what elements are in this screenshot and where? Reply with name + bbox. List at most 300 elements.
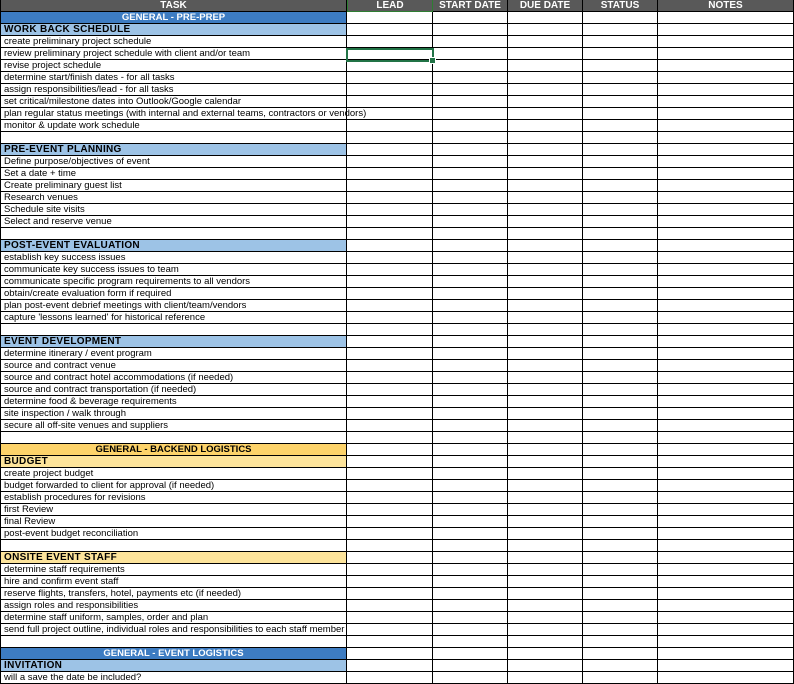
due-date-cell[interactable] — [508, 168, 583, 180]
due-date-cell[interactable] — [508, 276, 583, 288]
start-date-cell[interactable] — [433, 156, 508, 168]
notes-cell[interactable] — [658, 12, 794, 24]
notes-cell[interactable] — [658, 360, 794, 372]
due-date-cell[interactable] — [508, 672, 583, 684]
status-cell[interactable] — [583, 516, 658, 528]
due-date-cell[interactable] — [508, 636, 583, 648]
column-header-status[interactable]: STATUS — [583, 0, 658, 12]
due-date-cell[interactable] — [508, 624, 583, 636]
start-date-cell[interactable] — [433, 564, 508, 576]
task-cell[interactable]: communicate key success issues to team — [0, 264, 347, 276]
status-cell[interactable] — [583, 300, 658, 312]
due-date-cell[interactable] — [508, 660, 583, 672]
notes-cell[interactable] — [658, 60, 794, 72]
notes-cell[interactable] — [658, 180, 794, 192]
lead-cell[interactable] — [347, 396, 433, 408]
start-date-cell[interactable] — [433, 660, 508, 672]
task-cell[interactable]: Research venues — [0, 192, 347, 204]
lead-cell[interactable] — [347, 492, 433, 504]
notes-cell[interactable] — [658, 444, 794, 456]
notes-cell[interactable] — [658, 468, 794, 480]
task-cell[interactable]: GENERAL - EVENT LOGISTICS — [0, 648, 347, 660]
notes-cell[interactable] — [658, 516, 794, 528]
due-date-cell[interactable] — [508, 60, 583, 72]
status-cell[interactable] — [583, 264, 658, 276]
status-cell[interactable] — [583, 672, 658, 684]
status-cell[interactable] — [583, 660, 658, 672]
lead-cell[interactable] — [347, 480, 433, 492]
task-cell[interactable]: assign responsibilities/lead - for all tasks — [0, 84, 347, 96]
task-cell[interactable]: WORK BACK SCHEDULE — [0, 24, 347, 36]
task-cell[interactable]: post-event budget reconciliation — [0, 528, 347, 540]
due-date-cell[interactable] — [508, 612, 583, 624]
task-cell[interactable]: Set a date + time — [0, 168, 347, 180]
start-date-cell[interactable] — [433, 588, 508, 600]
status-cell[interactable] — [583, 336, 658, 348]
status-cell[interactable] — [583, 552, 658, 564]
due-date-cell[interactable] — [508, 264, 583, 276]
lead-cell[interactable] — [347, 456, 433, 468]
due-date-cell[interactable] — [508, 252, 583, 264]
notes-cell[interactable] — [658, 576, 794, 588]
task-cell[interactable] — [0, 540, 347, 552]
lead-cell[interactable] — [347, 552, 433, 564]
due-date-cell[interactable] — [508, 372, 583, 384]
notes-cell[interactable] — [658, 264, 794, 276]
start-date-cell[interactable] — [433, 132, 508, 144]
lead-cell[interactable] — [347, 204, 433, 216]
task-cell[interactable]: EVENT DEVELOPMENT — [0, 336, 347, 348]
due-date-cell[interactable] — [508, 228, 583, 240]
lead-cell[interactable] — [347, 120, 433, 132]
due-date-cell[interactable] — [508, 312, 583, 324]
lead-cell[interactable] — [347, 168, 433, 180]
lead-cell[interactable] — [347, 432, 433, 444]
due-date-cell[interactable] — [508, 132, 583, 144]
due-date-cell[interactable] — [508, 600, 583, 612]
task-cell[interactable]: Define purpose/objectives of event — [0, 156, 347, 168]
status-cell[interactable] — [583, 72, 658, 84]
due-date-cell[interactable] — [508, 72, 583, 84]
notes-cell[interactable] — [658, 312, 794, 324]
notes-cell[interactable] — [658, 348, 794, 360]
start-date-cell[interactable] — [433, 432, 508, 444]
lead-cell[interactable] — [347, 504, 433, 516]
notes-cell[interactable] — [658, 600, 794, 612]
status-cell[interactable] — [583, 468, 658, 480]
lead-cell[interactable] — [347, 228, 433, 240]
start-date-cell[interactable] — [433, 540, 508, 552]
task-cell[interactable]: set critical/milestone dates into Outlook/Google calendar — [0, 96, 347, 108]
status-cell[interactable] — [583, 48, 658, 60]
lead-cell[interactable] — [347, 516, 433, 528]
status-cell[interactable] — [583, 84, 658, 96]
due-date-cell[interactable] — [508, 504, 583, 516]
start-date-cell[interactable] — [433, 624, 508, 636]
due-date-cell[interactable] — [508, 588, 583, 600]
task-cell[interactable]: send full project outline, individual roles and responsibilities to each staff member — [0, 624, 347, 636]
due-date-cell[interactable] — [508, 84, 583, 96]
status-cell[interactable] — [583, 252, 658, 264]
due-date-cell[interactable] — [508, 12, 583, 24]
start-date-cell[interactable] — [433, 84, 508, 96]
notes-cell[interactable] — [658, 372, 794, 384]
task-cell[interactable]: first Review — [0, 504, 347, 516]
start-date-cell[interactable] — [433, 672, 508, 684]
status-cell[interactable] — [583, 576, 658, 588]
notes-cell[interactable] — [658, 552, 794, 564]
due-date-cell[interactable] — [508, 360, 583, 372]
task-cell[interactable]: budget forwarded to client for approval (if needed) — [0, 480, 347, 492]
status-cell[interactable] — [583, 348, 658, 360]
task-cell[interactable]: INVITATION — [0, 660, 347, 672]
column-header-task[interactable]: TASK — [0, 0, 347, 12]
status-cell[interactable] — [583, 96, 658, 108]
task-cell[interactable]: GENERAL - BACKEND LOGISTICS — [0, 444, 347, 456]
due-date-cell[interactable] — [508, 144, 583, 156]
task-cell[interactable]: determine staff uniform, samples, order and plan — [0, 612, 347, 624]
due-date-cell[interactable] — [508, 120, 583, 132]
start-date-cell[interactable] — [433, 480, 508, 492]
notes-cell[interactable] — [658, 648, 794, 660]
notes-cell[interactable] — [658, 120, 794, 132]
lead-cell[interactable] — [347, 348, 433, 360]
lead-cell[interactable] — [347, 672, 433, 684]
start-date-cell[interactable] — [433, 228, 508, 240]
notes-cell[interactable] — [658, 504, 794, 516]
status-cell[interactable] — [583, 444, 658, 456]
notes-cell[interactable] — [658, 384, 794, 396]
notes-cell[interactable] — [658, 456, 794, 468]
due-date-cell[interactable] — [508, 552, 583, 564]
task-cell[interactable]: Create preliminary guest list — [0, 180, 347, 192]
start-date-cell[interactable] — [433, 492, 508, 504]
task-cell[interactable]: Schedule site visits — [0, 204, 347, 216]
task-cell[interactable]: source and contract hotel accommodations (if needed) — [0, 372, 347, 384]
due-date-cell[interactable] — [508, 300, 583, 312]
status-cell[interactable] — [583, 60, 658, 72]
task-cell[interactable]: establish procedures for revisions — [0, 492, 347, 504]
due-date-cell[interactable] — [508, 324, 583, 336]
task-cell[interactable]: POST-EVENT EVALUATION — [0, 240, 347, 252]
due-date-cell[interactable] — [508, 444, 583, 456]
task-cell[interactable]: determine food & beverage requirements — [0, 396, 347, 408]
start-date-cell[interactable] — [433, 648, 508, 660]
status-cell[interactable] — [583, 588, 658, 600]
notes-cell[interactable] — [658, 588, 794, 600]
due-date-cell[interactable] — [508, 240, 583, 252]
status-cell[interactable] — [583, 12, 658, 24]
due-date-cell[interactable] — [508, 456, 583, 468]
start-date-cell[interactable] — [433, 636, 508, 648]
start-date-cell[interactable] — [433, 420, 508, 432]
status-cell[interactable] — [583, 168, 658, 180]
notes-cell[interactable] — [658, 156, 794, 168]
task-cell[interactable]: Select and reserve venue — [0, 216, 347, 228]
notes-cell[interactable] — [658, 168, 794, 180]
notes-cell[interactable] — [658, 396, 794, 408]
start-date-cell[interactable] — [433, 144, 508, 156]
task-cell[interactable]: will a save the date be included? — [0, 672, 347, 684]
status-cell[interactable] — [583, 156, 658, 168]
status-cell[interactable] — [583, 624, 658, 636]
task-cell[interactable]: determine itinerary / event program — [0, 348, 347, 360]
lead-cell[interactable] — [347, 564, 433, 576]
status-cell[interactable] — [583, 360, 658, 372]
task-cell[interactable]: obtain/create evaluation form if required — [0, 288, 347, 300]
status-cell[interactable] — [583, 132, 658, 144]
start-date-cell[interactable] — [433, 240, 508, 252]
start-date-cell[interactable] — [433, 312, 508, 324]
lead-cell[interactable] — [347, 384, 433, 396]
task-cell[interactable]: secure all off-site venues and suppliers — [0, 420, 347, 432]
lead-cell[interactable] — [347, 288, 433, 300]
lead-cell[interactable] — [347, 96, 433, 108]
status-cell[interactable] — [583, 648, 658, 660]
notes-cell[interactable] — [658, 276, 794, 288]
lead-cell[interactable] — [347, 216, 433, 228]
status-cell[interactable] — [583, 240, 658, 252]
status-cell[interactable] — [583, 228, 658, 240]
task-cell[interactable]: GENERAL - PRE-PREP — [0, 12, 347, 24]
column-header-due-date[interactable]: DUE DATE — [508, 0, 583, 12]
due-date-cell[interactable] — [508, 204, 583, 216]
lead-cell[interactable] — [347, 468, 433, 480]
task-cell[interactable]: create project budget — [0, 468, 347, 480]
notes-cell[interactable] — [658, 192, 794, 204]
status-cell[interactable] — [583, 324, 658, 336]
lead-cell[interactable] — [347, 132, 433, 144]
notes-cell[interactable] — [658, 216, 794, 228]
notes-cell[interactable] — [658, 144, 794, 156]
start-date-cell[interactable] — [433, 528, 508, 540]
lead-cell[interactable] — [347, 420, 433, 432]
status-cell[interactable] — [583, 372, 658, 384]
due-date-cell[interactable] — [508, 180, 583, 192]
start-date-cell[interactable] — [433, 60, 508, 72]
task-cell[interactable]: review preliminary project schedule with client and/or team — [0, 48, 347, 60]
lead-cell[interactable] — [347, 192, 433, 204]
lead-cell[interactable] — [347, 408, 433, 420]
notes-cell[interactable] — [658, 240, 794, 252]
lead-cell[interactable] — [347, 444, 433, 456]
notes-cell[interactable] — [658, 48, 794, 60]
start-date-cell[interactable] — [433, 216, 508, 228]
notes-cell[interactable] — [658, 408, 794, 420]
lead-cell[interactable] — [347, 144, 433, 156]
lead-cell[interactable] — [347, 576, 433, 588]
start-date-cell[interactable] — [433, 192, 508, 204]
start-date-cell[interactable] — [433, 372, 508, 384]
task-cell[interactable]: determine start/finish dates - for all tasks — [0, 72, 347, 84]
status-cell[interactable] — [583, 492, 658, 504]
lead-cell[interactable] — [347, 60, 433, 72]
status-cell[interactable] — [583, 120, 658, 132]
task-cell[interactable]: PRE-EVENT PLANNING — [0, 144, 347, 156]
lead-cell[interactable] — [347, 24, 433, 36]
start-date-cell[interactable] — [433, 36, 508, 48]
start-date-cell[interactable] — [433, 12, 508, 24]
task-cell[interactable]: BUDGET — [0, 456, 347, 468]
task-cell[interactable] — [0, 132, 347, 144]
lead-cell[interactable] — [347, 528, 433, 540]
notes-cell[interactable] — [658, 672, 794, 684]
due-date-cell[interactable] — [508, 480, 583, 492]
due-date-cell[interactable] — [508, 540, 583, 552]
lead-cell[interactable] — [347, 600, 433, 612]
task-cell[interactable]: source and contract transportation (if needed) — [0, 384, 347, 396]
start-date-cell[interactable] — [433, 384, 508, 396]
notes-cell[interactable] — [658, 336, 794, 348]
lead-cell[interactable] — [347, 240, 433, 252]
task-cell[interactable] — [0, 636, 347, 648]
lead-cell[interactable] — [347, 312, 433, 324]
status-cell[interactable] — [583, 36, 658, 48]
notes-cell[interactable] — [658, 24, 794, 36]
task-cell[interactable]: revise project schedule — [0, 60, 347, 72]
notes-cell[interactable] — [658, 288, 794, 300]
due-date-cell[interactable] — [508, 384, 583, 396]
task-cell[interactable]: site inspection / walk through — [0, 408, 347, 420]
status-cell[interactable] — [583, 420, 658, 432]
start-date-cell[interactable] — [433, 408, 508, 420]
status-cell[interactable] — [583, 108, 658, 120]
notes-cell[interactable] — [658, 480, 794, 492]
start-date-cell[interactable] — [433, 516, 508, 528]
start-date-cell[interactable] — [433, 504, 508, 516]
due-date-cell[interactable] — [508, 396, 583, 408]
task-cell[interactable]: source and contract venue — [0, 360, 347, 372]
notes-cell[interactable] — [658, 492, 794, 504]
start-date-cell[interactable] — [433, 612, 508, 624]
start-date-cell[interactable] — [433, 456, 508, 468]
task-cell[interactable]: create preliminary project schedule — [0, 36, 347, 48]
start-date-cell[interactable] — [433, 48, 508, 60]
status-cell[interactable] — [583, 612, 658, 624]
start-date-cell[interactable] — [433, 396, 508, 408]
status-cell[interactable] — [583, 144, 658, 156]
status-cell[interactable] — [583, 504, 658, 516]
lead-cell[interactable] — [347, 336, 433, 348]
due-date-cell[interactable] — [508, 96, 583, 108]
notes-cell[interactable] — [658, 324, 794, 336]
lead-cell[interactable] — [347, 252, 433, 264]
notes-cell[interactable] — [658, 132, 794, 144]
due-date-cell[interactable] — [508, 432, 583, 444]
status-cell[interactable] — [583, 192, 658, 204]
status-cell[interactable] — [583, 600, 658, 612]
due-date-cell[interactable] — [508, 24, 583, 36]
task-cell[interactable]: assign roles and responsibilities — [0, 600, 347, 612]
lead-cell[interactable] — [347, 108, 433, 120]
start-date-cell[interactable] — [433, 360, 508, 372]
due-date-cell[interactable] — [508, 420, 583, 432]
lead-cell[interactable] — [347, 636, 433, 648]
status-cell[interactable] — [583, 24, 658, 36]
start-date-cell[interactable] — [433, 276, 508, 288]
start-date-cell[interactable] — [433, 348, 508, 360]
start-date-cell[interactable] — [433, 288, 508, 300]
status-cell[interactable] — [583, 396, 658, 408]
due-date-cell[interactable] — [508, 108, 583, 120]
start-date-cell[interactable] — [433, 252, 508, 264]
due-date-cell[interactable] — [508, 348, 583, 360]
due-date-cell[interactable] — [508, 492, 583, 504]
task-cell[interactable] — [0, 324, 347, 336]
notes-cell[interactable] — [658, 540, 794, 552]
lead-cell[interactable] — [347, 372, 433, 384]
notes-cell[interactable] — [658, 96, 794, 108]
lead-cell[interactable] — [347, 12, 433, 24]
task-cell[interactable]: monitor & update work schedule — [0, 120, 347, 132]
start-date-cell[interactable] — [433, 168, 508, 180]
status-cell[interactable] — [583, 636, 658, 648]
status-cell[interactable] — [583, 456, 658, 468]
start-date-cell[interactable] — [433, 24, 508, 36]
notes-cell[interactable] — [658, 204, 794, 216]
notes-cell[interactable] — [658, 228, 794, 240]
status-cell[interactable] — [583, 540, 658, 552]
start-date-cell[interactable] — [433, 468, 508, 480]
due-date-cell[interactable] — [508, 648, 583, 660]
start-date-cell[interactable] — [433, 576, 508, 588]
status-cell[interactable] — [583, 564, 658, 576]
column-header-start-date[interactable]: START DATE — [433, 0, 508, 12]
start-date-cell[interactable] — [433, 336, 508, 348]
lead-cell[interactable] — [347, 264, 433, 276]
task-cell[interactable]: reserve flights, transfers, hotel, payments etc (if needed) — [0, 588, 347, 600]
lead-cell[interactable] — [347, 360, 433, 372]
notes-cell[interactable] — [658, 72, 794, 84]
due-date-cell[interactable] — [508, 48, 583, 60]
due-date-cell[interactable] — [508, 216, 583, 228]
notes-cell[interactable] — [658, 252, 794, 264]
notes-cell[interactable] — [658, 624, 794, 636]
task-cell[interactable] — [0, 432, 347, 444]
start-date-cell[interactable] — [433, 324, 508, 336]
lead-cell[interactable] — [347, 300, 433, 312]
status-cell[interactable] — [583, 216, 658, 228]
due-date-cell[interactable] — [508, 564, 583, 576]
lead-cell[interactable] — [347, 276, 433, 288]
lead-cell[interactable] — [347, 72, 433, 84]
start-date-cell[interactable] — [433, 204, 508, 216]
due-date-cell[interactable] — [508, 288, 583, 300]
due-date-cell[interactable] — [508, 576, 583, 588]
task-cell[interactable]: final Review — [0, 516, 347, 528]
due-date-cell[interactable] — [508, 336, 583, 348]
start-date-cell[interactable] — [433, 300, 508, 312]
notes-cell[interactable] — [658, 108, 794, 120]
status-cell[interactable] — [583, 276, 658, 288]
lead-cell[interactable] — [347, 588, 433, 600]
start-date-cell[interactable] — [433, 264, 508, 276]
lead-cell[interactable] — [347, 612, 433, 624]
start-date-cell[interactable] — [433, 96, 508, 108]
lead-cell[interactable] — [347, 540, 433, 552]
status-cell[interactable] — [583, 204, 658, 216]
notes-cell[interactable] — [658, 36, 794, 48]
notes-cell[interactable] — [658, 300, 794, 312]
due-date-cell[interactable] — [508, 36, 583, 48]
notes-cell[interactable] — [658, 636, 794, 648]
notes-cell[interactable] — [658, 432, 794, 444]
notes-cell[interactable] — [658, 420, 794, 432]
lead-cell[interactable] — [347, 624, 433, 636]
notes-cell[interactable] — [658, 528, 794, 540]
notes-cell[interactable] — [658, 564, 794, 576]
due-date-cell[interactable] — [508, 192, 583, 204]
